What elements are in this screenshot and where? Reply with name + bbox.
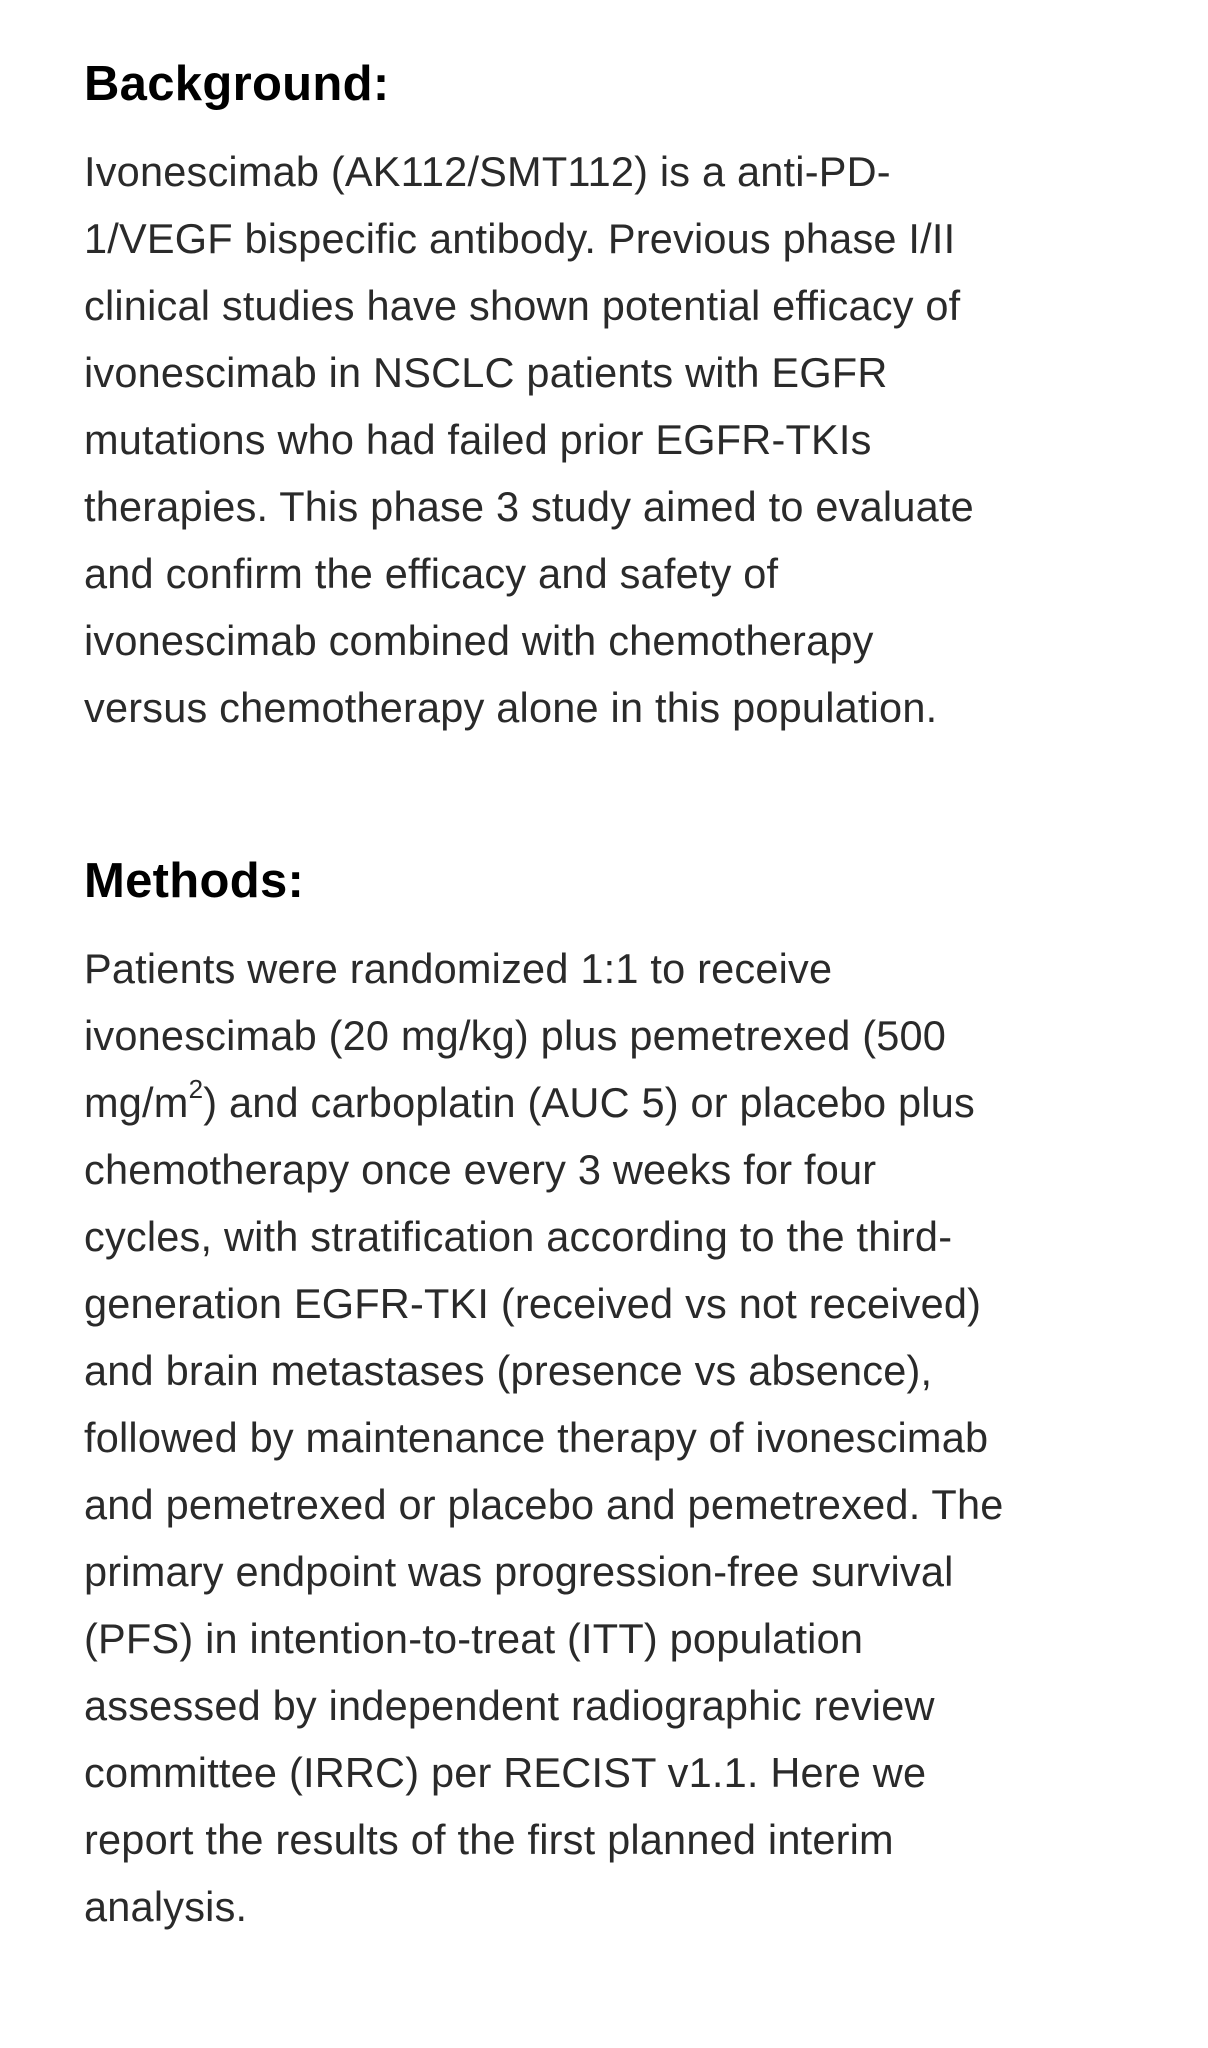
section-spacer <box>84 741 1144 849</box>
methods-line: analysis. <box>84 1883 248 1930</box>
methods-line: generation EGFR-TKI (received vs not received) <box>84 1280 982 1327</box>
background-line: therapies. This phase 3 study aimed to evaluate <box>84 483 974 530</box>
methods-line: primary endpoint was progression-free survival <box>84 1548 954 1595</box>
background-line: and confirm the efficacy and safety of <box>84 550 779 597</box>
background-body <box>84 138 1144 741</box>
methods-line: and pemetrexed or placebo and pemetrexed. The <box>84 1481 1004 1528</box>
background-line: ivonescimab combined with chemotherapy <box>84 617 874 664</box>
methods-line: Patients were randomized 1:1 to receive <box>84 945 833 992</box>
methods-line: ivonescimab (20 mg/kg) plus pemetrexed (500 <box>84 1012 947 1059</box>
methods-section <box>84 849 1144 1940</box>
methods-body <box>84 935 1144 1940</box>
methods-line: cycles, with stratification according to the third- <box>84 1213 953 1260</box>
background-line: clinical studies have shown potential efficacy of <box>84 282 961 329</box>
methods-line: assessed by independent radiographic review <box>84 1682 935 1729</box>
methods-line: and brain metastases (presence vs absence), <box>84 1347 933 1394</box>
background-line: ivonescimab in NSCLC patients with EGFR <box>84 349 888 396</box>
background-line: mutations who had failed prior EGFR-TKIs <box>84 416 872 463</box>
background-line: 1/VEGF bispecific antibody. Previous phase I/II <box>84 215 956 262</box>
background-line: versus chemotherapy alone in this population. <box>84 684 938 731</box>
abstract-content <box>84 52 1144 1940</box>
background-line: Ivonescimab (AK112/SMT112) is a anti-PD- <box>84 148 891 195</box>
methods-line: followed by maintenance therapy of ivonescimab <box>84 1414 989 1461</box>
methods-line: committee (IRRC) per RECIST v1.1. Here we <box>84 1749 927 1796</box>
background-section <box>84 52 1144 741</box>
methods-line: (PFS) in intention-to-treat (ITT) population <box>84 1615 864 1662</box>
methods-heading: Methods: <box>84 854 305 908</box>
superscript-exponent: 2 <box>188 1074 204 1105</box>
methods-line <box>84 1069 1144 1136</box>
methods-line: chemotherapy once every 3 weeks for four <box>84 1146 877 1193</box>
methods-line: report the results of the first planned interim <box>84 1816 894 1863</box>
methods-unit-text: mg/m <box>84 1079 189 1126</box>
background-heading: Background: <box>84 57 390 111</box>
methods-line-text: ) and carboplatin (AUC 5) or placebo plus <box>203 1079 975 1126</box>
